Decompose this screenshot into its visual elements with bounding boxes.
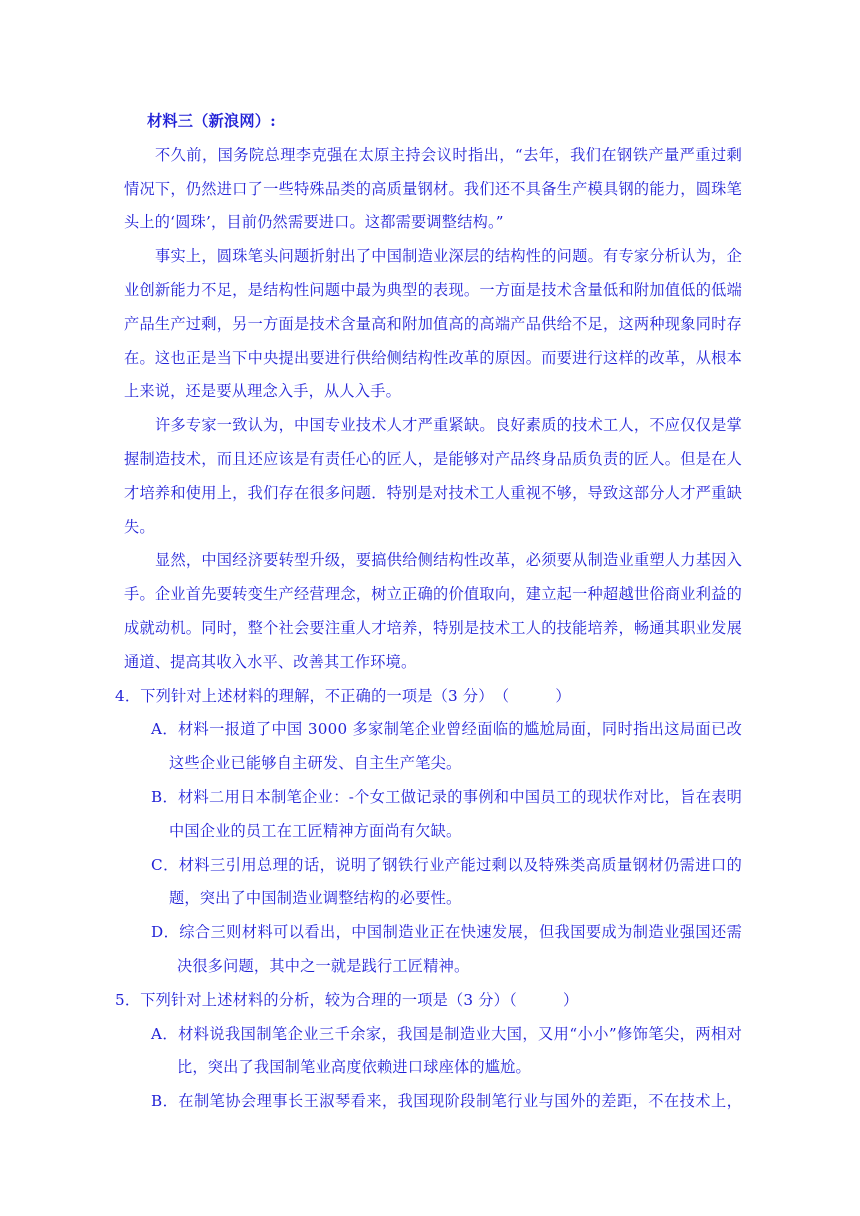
option-line: 中国企业的员工在工匠精神方面尚有欠缺。 (169, 821, 462, 840)
paragraph-3 (124, 409, 742, 544)
option-line: 题，突出了中国制造业调整结构的必要性。 (169, 889, 462, 908)
question-4 (115, 680, 742, 984)
question-stem: 5．下列针对上述材料的分析，较为合理的一项是（3 分）（ ） (115, 990, 579, 1009)
option-a (124, 1018, 742, 1086)
paragraph-line: 事实上，圆珠笔头问题折射出了中国制造业深层的结构性的问题。有专家分析认为，企 (155, 247, 742, 266)
paragraph-line: 手。企业首先要转变生产经营理念，树立正确的价值取向，建立起一种超越世俗商业利益的 (124, 585, 742, 604)
paragraph-line: 产品生产过剩，另一方面是技术含量高和附加值高的高端产品供给不足，这两种现象同时存 (124, 314, 742, 333)
paragraph-line: 成就动机。同时，整个社会要注重人才培养，特别是技术工人的技能培养，畅通其职业发展 (124, 618, 742, 637)
option-line: 比，突出了我国制笔业高度依赖进口球座体的尴尬。 (177, 1058, 531, 1077)
option-line: A．材料一报道了中国 3000 多家制笔企业曾经面临的尴尬局面，同时指出这局面已改 (151, 720, 742, 739)
paragraph-line: 显然，中国经济要转型升级，要搞供给侧结构性改革，必须要从制造业重塑人力基因入 (155, 551, 742, 570)
paragraph-1 (124, 139, 742, 240)
paragraph-line: 才培养和使用上，我们存在很多问题．特别是对技术工人重视不够，导致这部分人才严重缺 (124, 483, 742, 502)
document-page (115, 105, 742, 1119)
paragraph-4 (124, 544, 742, 679)
question-5 (115, 984, 742, 1119)
section-heading: 材料三（新浪网）: (147, 112, 276, 130)
option-a (124, 713, 742, 781)
paragraph-line: 失。 (124, 517, 155, 536)
paragraph-line: 通道、提高其收入水平、改善其工作环境。 (124, 652, 417, 671)
option-line: B．材料二用日本制笔企业：-个女工做记录的事例和中国员工的现状作对比，旨在表明 (151, 787, 742, 806)
question-stem: 4．下列针对上述材料的理解，不正确的一项是（3 分） （ ） (115, 686, 571, 705)
paragraph-2 (124, 240, 742, 409)
paragraph-line: 上来说，还是要从理念入手，从人入手。 (124, 382, 401, 401)
option-line: A．材料说我国制笔企业三千余家，我国是制造业大国，又用“小小”修饰笔尖，两相对 (151, 1024, 742, 1043)
paragraph-line: 许多专家一致认为，中国专业技术人才严重紧缺。良好素质的技术工人，不应仅仅是掌 (155, 416, 742, 435)
paragraph-line: 握制造技术，而且还应该是有责任心的匠人，是能够对产品终身品质负责的匠人。但是在人 (124, 449, 742, 468)
option-b (124, 1085, 742, 1119)
option-line: C．材料三引用总理的话，说明了钢铁行业产能过剩以及特殊类高质量钢材仍需进口的 (151, 855, 742, 874)
paragraph-line: 头上的‘圆珠’，目前仍然需要进口。这都需要调整结构。” (124, 213, 504, 232)
option-line: B．在制笔协会理事长王淑琴看来，我国现阶段制笔行业与国外的差距，不在技术上， (151, 1092, 742, 1111)
paragraph-line: 在。这也正是当下中央提出要进行供给侧结构性改革的原因。而要进行这样的改革，从根本 (124, 348, 742, 367)
option-b (124, 781, 742, 849)
paragraph-line: 不久前，国务院总理李克强在太原主持会议时指出，“去年，我们在钢铁产量严重过剩 (155, 145, 742, 164)
paragraph-line: 业创新能力不足，是结构性问题中最为典型的表现。一方面是技术含量低和附加值低的低端 (124, 280, 742, 299)
option-c (124, 849, 742, 917)
option-line: 这些企业已能够自主研发、自主生产笔尖。 (169, 754, 462, 773)
option-d (124, 916, 742, 984)
option-line: D．综合三则材料可以看出，中国制造业正在快速发展，但我国要成为制造业强国还需 (151, 923, 742, 942)
paragraph-line: 情况下，仍然进口了一些特殊品类的高质量钢材。我们还不具备生产模具钢的能力，圆珠笔 (124, 179, 742, 198)
option-line: 决很多问题，其中之一就是践行工匠精神。 (177, 956, 470, 975)
